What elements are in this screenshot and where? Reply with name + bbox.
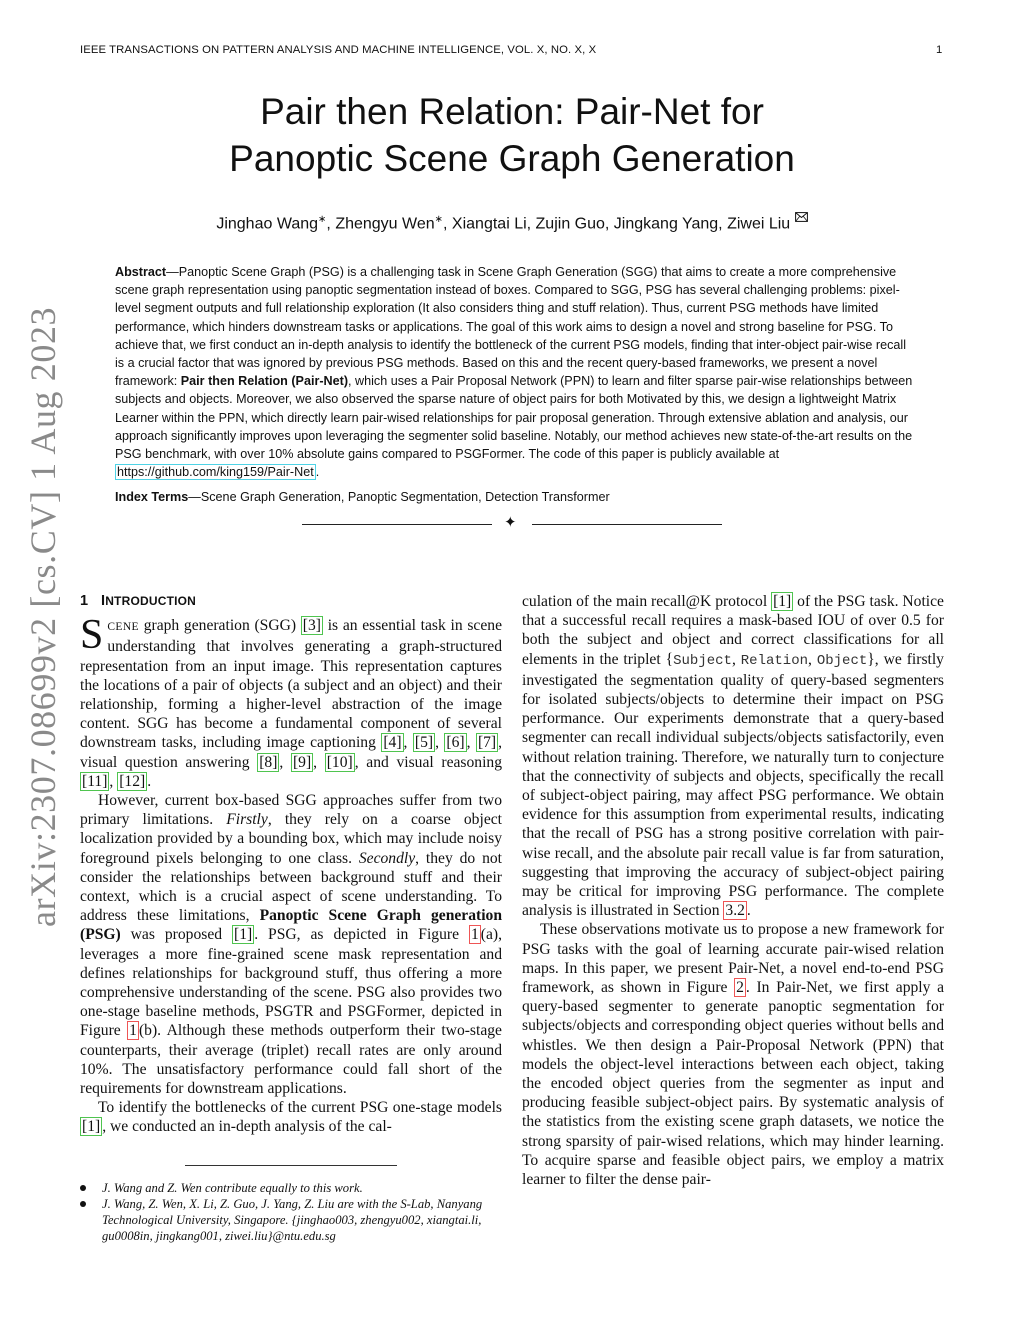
text: . In Pair-Net, we first apply a query-based segmenter to generate panoptic segmentation for subjects/objects and corresponding object queries without bells and whistles. We then design a Pair-Proposal Network (PPN) that models the object-level interactions between each object, taking the encoded object queries from the segmenter as input and producing feasible subject-object pairs. By systematic analysis of the statistics from the existing scene graph datasets, we notice the strong sparsity of pair-wised relations, which may hinder learning. To acquire sparse and feasible object pairs, we employ a matrix learner to filter the dense pair- [522, 979, 944, 1189]
footnote-2 [80, 1196, 502, 1244]
emphasis: Secondly [358, 849, 416, 867]
text: , we firstly investigated the segmentation quality of query-based segmenters for isolated subjects/objects to determine their impact on PSG performance. Our experiments demonstrate that a query-based segmenter can recall individual subjects/objects satisfactorily, even without relation training. Therefore, we naturally turn to conjecture that the connectivity of subjects and objects, specifically the recall of subject-object pairing, may affect PSG performance. We obtain evidence for this assumption from experimental results, indicating that the recall of PSG has a strong positive correlation with pair-wise recall, and the absolute pair recall value is far from saturation, suggesting that improving the accuracy of subject-object pairing may be critical for improving PSG performance. The complete analysis is illustrated in Section [522, 650, 944, 920]
right-paragraph-1 [522, 592, 944, 920]
abstract-dash: — [166, 265, 179, 279]
divider-line-left [302, 524, 492, 525]
triplet-term: Subject [673, 652, 732, 669]
title-line-2: Panoptic Scene Graph Generation [229, 138, 795, 179]
section-reference-link[interactable]: 3.2 [725, 902, 745, 920]
text: , [279, 753, 291, 771]
citation-link[interactable]: [1] [773, 593, 792, 610]
text: , [808, 650, 817, 668]
text: , [403, 734, 413, 752]
bullet-icon [80, 1201, 86, 1207]
text: , [313, 753, 325, 771]
bold-term: Panoptic Scene Graph generation (PSG) [80, 907, 503, 944]
divider-star-icon: ✦ [504, 515, 517, 531]
running-head: IEEE TRANSACTIONS ON PATTERN ANALYSIS AND MACHINE INTELLIGENCE, VOL. X, NO. X, X [80, 44, 597, 56]
text: was proposed [120, 926, 232, 944]
paper-title [120, 88, 904, 182]
text: , we conducted an in-depth analysis of the cal- [102, 1118, 392, 1136]
footnotes [80, 1180, 502, 1244]
text: , they do not consider the relationships between background stuff and their context, which is a crucial aspect of scene understanding. To address these limitations, [80, 849, 502, 925]
citation-link[interactable]: [3] [302, 617, 321, 635]
abstract-end: . [315, 465, 320, 480]
footnote-rule [185, 1165, 397, 1166]
section-divider [302, 517, 722, 533]
intro-paragraph-2 [80, 791, 502, 1098]
text: . [147, 772, 152, 790]
text: , [435, 734, 445, 752]
text: However, current box-based SGG approaches suffer from two primary limitations. [80, 792, 502, 829]
author-1: Jinghao Wang [216, 215, 319, 233]
left-column [80, 592, 502, 1137]
section-number: 1 [80, 593, 89, 609]
triplet-term: Object [816, 652, 868, 669]
envelope-icon [795, 214, 808, 225]
text: , [466, 734, 476, 752]
equal-contribution-mark: ∗ [318, 214, 327, 225]
intro-paragraph-3 [80, 1098, 502, 1136]
right-paragraph-2 [522, 920, 944, 1189]
citation-link[interactable]: [4] [383, 734, 402, 752]
index-terms-label: Index Terms [115, 490, 189, 504]
text: , [109, 772, 118, 790]
text: , and visual reasoning [354, 753, 503, 771]
text: is an essential task in scene understanding that involves generating a graph-structured representation from an input image. This representation captures the locations of a pair of objects (a subject and an object) and their relationship, forming a higher-level abstraction of the image content. SGG has become a fundamental component of several downstream tasks, including image captioning [80, 617, 502, 752]
emphasis: Firstly [226, 811, 268, 829]
text: To identify the bottlenecks of the current PSG one-stage models [98, 1099, 502, 1117]
citation-link[interactable]: [9] [292, 753, 312, 771]
citation-link[interactable]: [6] [446, 734, 465, 752]
text: . [746, 902, 751, 920]
title-line-1: Pair then Relation: Pair-Net for [260, 91, 764, 132]
citation-link[interactable]: [10] [326, 753, 353, 771]
abstract-bold: Pair then Relation (Pair-Net) [180, 374, 349, 389]
divider-line-right [532, 524, 722, 525]
code-link[interactable]: https://github.com/king159/Pair-Net [117, 465, 314, 480]
small-caps-word: CENE [107, 621, 139, 634]
index-terms-dash: — [188, 490, 201, 504]
figure-reference-link[interactable]: 2 [736, 979, 744, 997]
abstract-label: Abstract [115, 265, 167, 279]
brace: } [867, 650, 875, 668]
citation-link[interactable]: [1] [82, 1118, 101, 1136]
text: of the PSG task. Notice that a successful recall requires a mask-based IOU of over 0.5 for both the subject and object and correct classifications for all elements in the triplet [522, 593, 944, 668]
drop-cap: S [80, 612, 104, 659]
abstract-text-2: , which uses a Pair Proposal Network (PPN) to learn and filter sparse pair-wise relationships between subjects and objects. Moreover, we also observed the sparse nature of object pairs for both Motivated by this, we design a lightweight Matrix Learner within the PPN, which directly learn pair-wised relationships for pair proposal generation. Through extensive ablation and analysis, our approach significantly improves upon leveraging the segmenter solid baseline. Notably, our method achieves new state-of-the-art results on the PSG benchmark, with over 10% absolute gains compared to PSGFormer. The code of this paper is publicly available at [115, 374, 913, 462]
equal-contribution-mark: ∗ [434, 214, 444, 225]
citation-link[interactable]: [11] [82, 772, 108, 790]
bullet-icon [80, 1185, 86, 1191]
text: culation of the main recall@K protocol [522, 593, 772, 610]
text: (a), leverages a more fine-grained scene mask representation and defines relationships for background stuff, thus offering a more comprehensive understanding of the scene. PSG also provides two one-stage baseline methods, PSGTR and PSGFormer, depicted in Figure [80, 926, 502, 1040]
citation-link[interactable]: [7] [477, 734, 497, 752]
text: . PSG, as depicted in Figure [254, 926, 469, 944]
author-list: Jinghao Wang∗, Zhengyu Wen∗, Xiangtai Li, Zujin Guo, Jingkang Yang, Ziwei Liu [100, 212, 924, 233]
text: , they rely on a coarse object localization provided by a bounding box, which may include noisy foreground pixels belonging to one class. [80, 811, 502, 867]
section-title-initial: I [100, 593, 106, 609]
figure-reference-link[interactable]: 1 [470, 926, 479, 944]
other-authors: , Xiangtai Li, Zujin Guo, Jingkang Yang, Ziwei Liu [443, 215, 791, 233]
index-terms-text: Scene Graph Generation, Panoptic Segmentation, Detection Transformer [200, 490, 610, 504]
right-column [522, 592, 944, 1189]
brace: { [665, 650, 674, 668]
author-2: Zhengyu Wen [335, 215, 435, 233]
footnote-text: J. Wang, Z. Wen, X. Li, Z. Guo, J. Yang, Z. Liu are with the S-Lab, Nanyang Technological University, Singapore. {jinghao003, zhengyu002, xiangtai.li, gu0008in, jingkang001, ziwei.liu}@ntu.edu.sg [102, 1197, 483, 1243]
abstract-text-1: Panoptic Scene Graph (PSG) is a challenging task in Scene Graph Generation (SGG) that aims to create a more comprehensive scene graph representation using panoptic segmentation instead of boxes. Compared to SGG, PSG has several challenging problems: pixel-level segment outputs and full relationship exploration (It also considers thing and stuff relation). Thus, current PSG methods have limited performance, which hinders downstream tasks or applications. The goal of this work aims to design a novel and strong baseline for PSG. To achieve that, we first conduct an in-depth analysis to identify the bottleneck of the current PSG models, finding that inter-object pair-wise recall is a crucial factor that was ignored by previous PSG methods. Based on this and the recent query-based frameworks, we present a novel framework: [115, 265, 907, 389]
abstract [115, 263, 915, 481]
page-number: 1 [936, 44, 943, 56]
section-heading [80, 592, 502, 611]
footnote-text: J. Wang and Z. Wen contribute equally to this work. [102, 1181, 363, 1195]
citation-link[interactable]: [12] [119, 772, 146, 790]
footnote-1 [80, 1180, 502, 1196]
triplet-term: Relation [740, 652, 808, 669]
text: , [731, 650, 741, 668]
arxiv-identifier: arXiv:2307.08699v2 [cs.CV] 1 Aug 2023 [23, 306, 63, 927]
intro-paragraph-1 [80, 612, 503, 791]
figure-reference-link[interactable]: 1 [129, 1022, 137, 1040]
citation-link[interactable]: [1] [234, 926, 253, 944]
text: (b). Although these methods outperform their two-stage counterparts, their average (triplet) recall rates are only around 10%. The unsatisfactory performance could fall short of the requirements for downstream applications. [80, 1022, 502, 1098]
index-terms [115, 490, 915, 504]
citation-link[interactable]: [5] [414, 734, 434, 752]
text: , visual question answering [80, 734, 503, 771]
section-title-rest: NTRODUCTION [105, 594, 197, 608]
citation-link[interactable]: [8] [259, 753, 278, 771]
text: graph generation (SGG) [138, 617, 301, 635]
text: These observations motivate us to propose a new framework for PSG tasks with the goal of learning accurate pair-wised relation maps. In this paper, we present Pair-Net, a novel end-to-end PSG framework, as shown in Figure [522, 921, 944, 997]
